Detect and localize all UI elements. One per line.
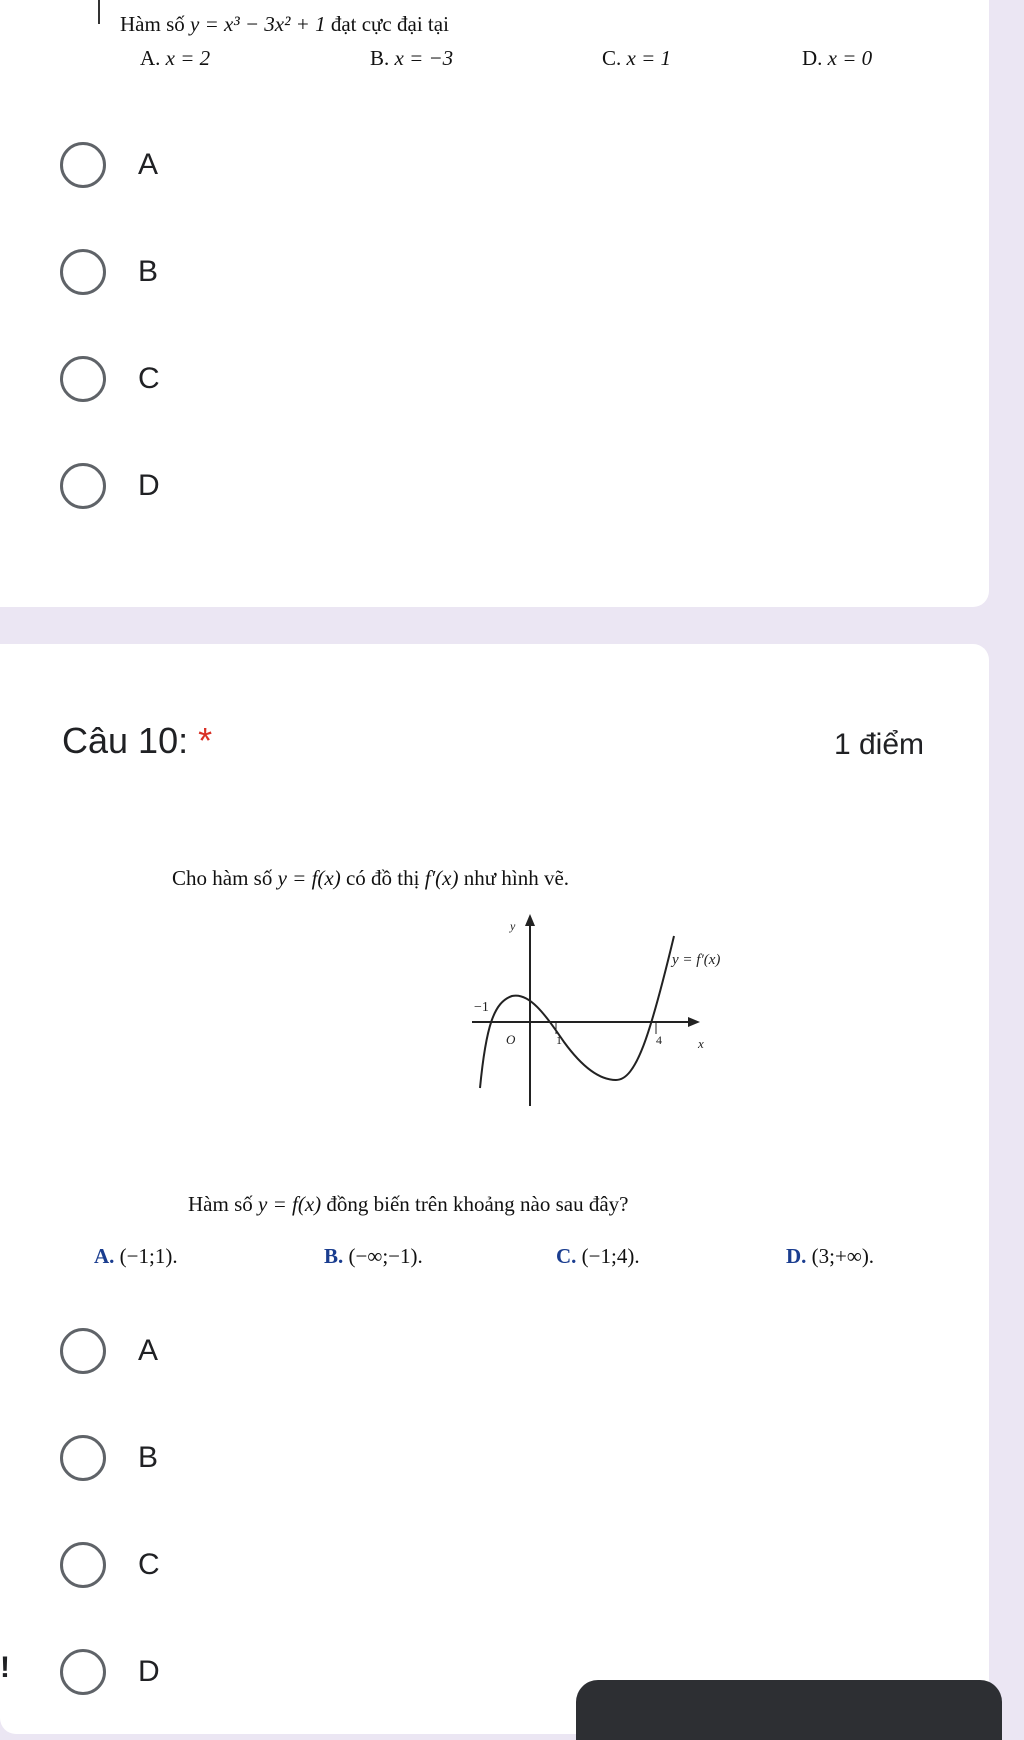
q10-option-a[interactable] <box>60 1321 158 1381</box>
radio-button[interactable] <box>60 142 106 188</box>
q9-choice-value: x = 0 <box>827 46 873 70</box>
derivative-curve <box>480 936 674 1088</box>
q10-choice-c <box>556 1244 640 1269</box>
q10-stem-2 <box>188 1192 628 1217</box>
q9-option-c[interactable] <box>60 349 160 409</box>
radio-button[interactable] <box>60 1649 106 1695</box>
q10-choice-value: (3;+∞). <box>811 1244 875 1268</box>
required-asterisk: * <box>198 720 213 761</box>
q10-stem-1 <box>172 866 569 891</box>
q9-choice-letter: D. <box>802 46 823 70</box>
x-axis-label: x <box>698 1036 704 1051</box>
q9-choice-letter: A. <box>140 46 161 70</box>
q9-stem-prefix: Hàm số <box>120 12 185 36</box>
q9-stem-suffix: đạt cực đại tại <box>330 12 449 36</box>
question-number: Câu 10: <box>62 720 189 761</box>
option-label: C <box>138 1548 160 1581</box>
tick-label-1: 1 <box>556 1033 562 1047</box>
q10-choice-letter: B. <box>324 1244 344 1268</box>
option-label: A <box>138 148 159 181</box>
tick-label-4: 4 <box>656 1033 662 1047</box>
q10-choice-value: (−1;4). <box>581 1244 640 1268</box>
bottom-sheet-bar[interactable] <box>576 1680 1002 1740</box>
radio-button[interactable] <box>60 463 106 509</box>
question-card-10 <box>0 644 989 1734</box>
q9-choice-b <box>370 46 453 71</box>
origin-label: O <box>506 1032 516 1047</box>
q10-choice-letter: C. <box>556 1244 577 1268</box>
radio-button[interactable] <box>60 1435 106 1481</box>
q10-stem2-suffix: đồng biến trên khoảng nào sau đây? <box>326 1192 629 1216</box>
question-points: 1 điểm <box>833 728 924 761</box>
option-label: C <box>138 362 160 395</box>
question-title <box>62 720 212 762</box>
q10-option-c[interactable] <box>60 1535 160 1595</box>
q9-choice-c <box>602 46 671 71</box>
q10-stem1-formula-1: y = f(x) <box>277 866 341 890</box>
q9-choice-letter: C. <box>602 46 622 70</box>
q9-choice-value: x = 1 <box>626 46 672 70</box>
q10-stem2-formula: y = f(x) <box>258 1192 322 1216</box>
radio-button[interactable] <box>60 249 106 295</box>
q10-choice-value: (−∞;−1). <box>348 1244 423 1268</box>
left-rule <box>98 0 100 24</box>
q10-choice-d <box>786 1244 874 1269</box>
option-label: A <box>138 1334 159 1367</box>
q9-stem-formula: y = x³ − 3x² + 1 <box>190 12 326 36</box>
tick-label-minus-1: −1 <box>474 1000 489 1015</box>
q10-option-b[interactable] <box>60 1428 158 1488</box>
q9-option-d[interactable] <box>60 456 160 516</box>
option-label: B <box>138 1441 159 1474</box>
option-label: D <box>138 469 160 502</box>
radio-button[interactable] <box>60 1542 106 1588</box>
curve-label: y = f′(x) <box>672 952 721 968</box>
q10-stem1-suffix: như hình vẽ. <box>463 866 570 890</box>
option-label: B <box>138 255 159 288</box>
q9-choice-letter: B. <box>370 46 390 70</box>
option-label: D <box>138 1655 160 1688</box>
q9-choice-value: x = 2 <box>165 46 211 70</box>
q9-option-a[interactable] <box>60 135 158 195</box>
q9-choice-value: x = −3 <box>394 46 454 70</box>
q10-choice-letter: D. <box>786 1244 807 1268</box>
q9-stem <box>120 12 449 37</box>
q10-option-d[interactable] <box>60 1642 160 1702</box>
q10-choice-letter: A. <box>94 1244 115 1268</box>
x-axis-arrow <box>688 1017 700 1027</box>
q10-stem1-prefix: Cho hàm số <box>172 866 273 890</box>
y-axis-label: y <box>510 919 516 933</box>
q10-choice-a <box>94 1244 178 1269</box>
q10-stem1-formula-2: f′(x) <box>424 866 459 890</box>
q9-choice-a <box>140 46 210 71</box>
q10-stem1-mid: có đồ thị <box>345 866 420 890</box>
radio-button[interactable] <box>60 356 106 402</box>
y-axis-arrow <box>525 914 535 926</box>
radio-button[interactable] <box>60 1328 106 1374</box>
q10-choice-b <box>324 1244 423 1269</box>
q9-choice-d <box>802 46 872 71</box>
q10-stem2-prefix: Hàm số <box>188 1192 253 1216</box>
error-indicator: ! <box>0 1651 10 1684</box>
q9-option-b[interactable] <box>60 242 158 302</box>
derivative-graph <box>460 906 760 1146</box>
question-card-9 <box>0 0 989 607</box>
q10-choice-value: (−1;1). <box>119 1244 178 1268</box>
